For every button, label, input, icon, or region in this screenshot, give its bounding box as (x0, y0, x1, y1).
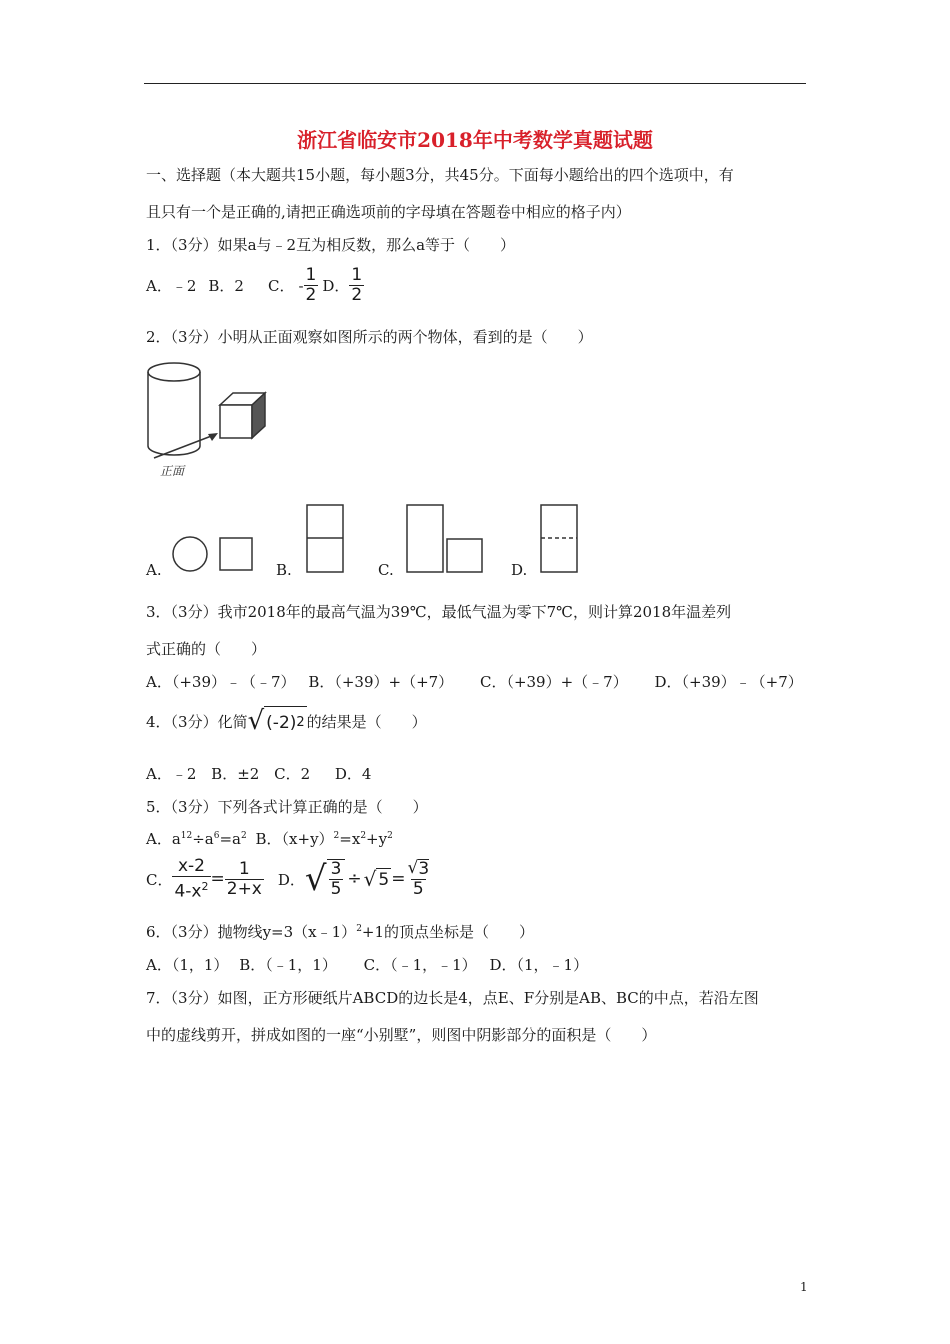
sqrt-icon: √ (363, 867, 377, 892)
q5-option-c-label: C． (146, 870, 173, 889)
q4-stem-suffix: 的结果是（ ） (306, 712, 427, 731)
q1-option-d-fraction (349, 266, 364, 305)
q2-option-a-label: A. (146, 561, 162, 579)
q5-option-b: B．$(x+y)^2=x^2+y^2$ (255, 830, 393, 848)
q3-option-b: B．（+39）+（+7） (308, 673, 454, 691)
q1-c-numerator: 1 (305, 265, 317, 285)
q2-objects-figure (140, 355, 280, 480)
q1-d-numerator: 1 (351, 265, 363, 285)
q1-option-c-label: C． (267, 277, 295, 295)
q2-option-c-label: C. (378, 561, 394, 579)
q4-exponent: 2 (296, 715, 305, 730)
q2-option-d-label: D. (511, 561, 528, 579)
page-title: 浙江省临安市2018年中考数学真题试题 (297, 128, 653, 152)
sqrt-icon: √ (407, 858, 419, 879)
q3-stem-line2: 式正确的（ ） (146, 640, 267, 658)
q1-stem: 1．（3分）如果a与﹣2互为相反数，那么a等于（ ） (146, 236, 516, 254)
front-label: 正面 (160, 464, 185, 478)
square-shape (220, 538, 252, 570)
q6-stem: 6．（3分）抛物线y=3（x﹣1）$^2$+1的顶点坐标是（ ） (146, 923, 535, 941)
q5-d-sqrt-fraction: √ $\frac{3}{5}$ (305, 859, 346, 899)
section-intro-line2: 且只有一个是正确的,请把正确选项前的字母填在答题卷中相应的格子内） (146, 203, 631, 221)
page-number: 1 (800, 1280, 808, 1294)
q5-stem: 5．（3分）下列各式计算正确的是（ ） (146, 798, 428, 816)
q3-option-c: C．（+39）+（﹣7） (479, 673, 628, 691)
q4-options (146, 763, 371, 784)
q5-c-left-fraction: $\frac{x-2}{4-x^2}$ (174, 856, 209, 902)
q1-d-denominator: 2 (351, 285, 363, 305)
q5-option-a: A．$a^{12}\div a^6=a^2$ (146, 830, 247, 848)
q4-stem-prefix: 4．（3分）化简 (146, 712, 248, 731)
q4-sqrt-expression (248, 706, 307, 736)
q1-options (146, 266, 364, 305)
q5-options-cd: C． $\frac{x-2}{4-x^2}$ = $\frac{1}{2+x}$ D． √ $\frac{3}{5}$ ÷ √ 5 = √ 3 5 (146, 856, 430, 902)
q5-option-d-label: D． (277, 870, 305, 889)
sqrt-icon: √ (304, 859, 327, 900)
q1-option-c-sign: - (298, 276, 304, 295)
q6-option-d: D．（1，﹣1） (489, 956, 589, 974)
q6-option-b: B．（﹣1，1） (239, 956, 337, 974)
cube-shape (220, 393, 265, 438)
q5-d-sqrt: √ 5 (363, 867, 390, 892)
q4-option-d: D．4 (334, 765, 372, 783)
q3-stem-line1: 3．（3分）我市2018年的最高气温为39℃，最低气温为零下7℃，则计算2018年温差列 (146, 603, 732, 621)
q3-option-a: A．（+39）﹣（﹣7） (146, 673, 296, 691)
q1-option-a: A．﹣2 (146, 277, 197, 295)
q3-option-d: D．（+39）﹣（+7） (654, 673, 803, 691)
section-intro-line1: 一、选择题（本大题共15小题，每小题3分，共45分。下面每小题给出的四个选项中，有 (146, 166, 734, 184)
q2-stem: 2．（3分）小明从正面观察如图所示的两个物体，看到的是（ ） (146, 328, 593, 346)
q1-option-c-fraction (304, 266, 319, 305)
q1-c-denominator: 2 (305, 285, 317, 305)
q6-option-c: C．（﹣1，﹣1） (363, 956, 477, 974)
q7-stem-line1: 7．（3分）如图，正方形硬纸片ABCD的边长是4，点E、F分别是AB、BC的中点，若沿左图 (146, 989, 759, 1007)
q5-options-ab (146, 828, 393, 849)
q2-option-c-figure (404, 503, 486, 575)
circle-shape (173, 537, 207, 571)
q6-option-a: A．（1，1） (146, 956, 229, 974)
q2-option-a-figure (170, 534, 260, 574)
q2-option-b-figure (304, 503, 346, 575)
q2-option-b-label: B. (276, 561, 292, 579)
q4-option-b: B．±2 (211, 765, 260, 783)
q2-option-d-figure (538, 503, 580, 575)
q1-option-d-label: D． (322, 277, 350, 295)
q4-option-c: C．2 (274, 765, 311, 783)
q3-options (146, 671, 803, 692)
q4-option-a: A．﹣2 (146, 765, 197, 783)
q4-radicand-wrap (264, 706, 307, 736)
header-rule (144, 83, 806, 84)
q4-stem (146, 706, 427, 736)
q6-options (146, 954, 588, 975)
cylinder-shape (148, 363, 200, 455)
q7-stem-line2: 中的虚线剪开，拼成如图的一座“小别墅”，则图中阴影部分的面积是（ ） (146, 1026, 657, 1044)
q5-c-right-fraction: $\frac{1}{2+x}$ (226, 858, 262, 899)
q4-radicand: (-2) (266, 712, 297, 733)
q1-option-b: B．2 (208, 277, 244, 295)
q5-d-result-fraction: √ 3 5 (407, 858, 430, 900)
sqrt-icon: √ (247, 706, 265, 736)
